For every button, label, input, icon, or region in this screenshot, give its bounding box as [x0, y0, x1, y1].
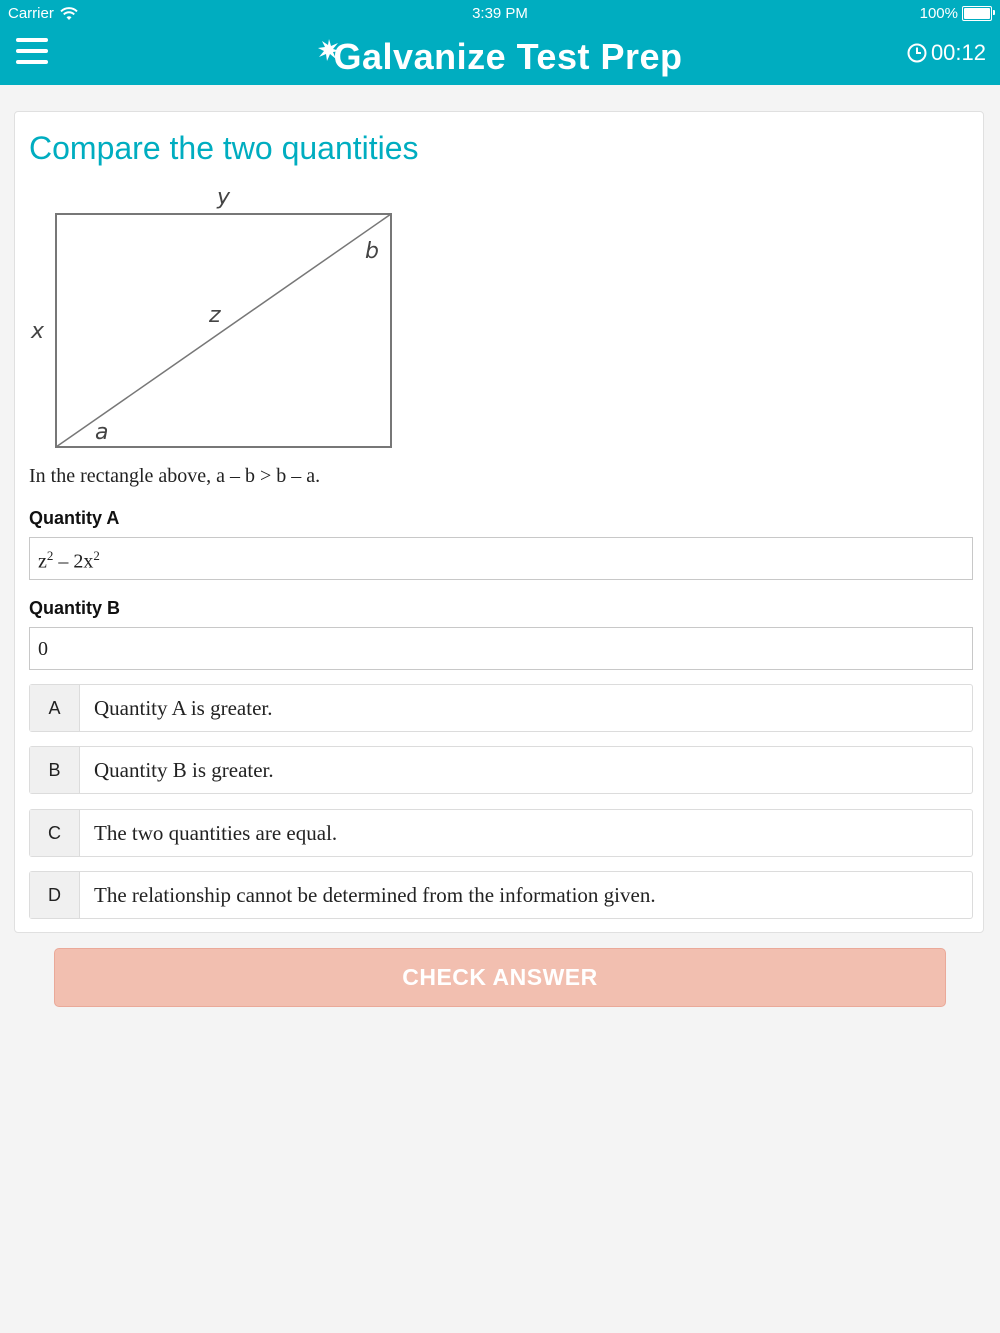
quiz-timer — [907, 40, 986, 66]
quantity-a-term: z — [38, 550, 47, 573]
rectangle-diagram — [25, 182, 395, 452]
label-z: z — [209, 303, 221, 328]
answer-option-a[interactable] — [29, 684, 973, 732]
option-text: Quantity A is greater. — [94, 695, 273, 720]
answer-option-c[interactable] — [29, 809, 973, 857]
question-prompt: In the rectangle above, a – b > b – a. — [29, 465, 321, 487]
quantity-a-rest: – 2x — [53, 550, 94, 573]
label-a: a — [95, 420, 109, 445]
battery-icon — [962, 6, 992, 21]
carrier-label: Carrier — [8, 5, 54, 22]
option-text: Quantity B is greater. — [94, 757, 274, 782]
answer-option-b[interactable] — [29, 746, 973, 794]
quantity-a-exponent-2: 2 — [93, 548, 100, 563]
label-x: x — [31, 319, 45, 344]
status-time: 3:39 PM — [472, 5, 528, 22]
quantity-b-label: Quantity B — [29, 598, 121, 618]
option-letter: D — [30, 872, 80, 918]
rectangle-diagonal — [56, 214, 391, 447]
label-y: y — [217, 185, 231, 210]
app-header — [0, 0, 1000, 85]
option-letter: A — [30, 685, 80, 731]
app-logo — [0, 28, 1000, 78]
option-letter: B — [30, 747, 80, 793]
timer-value: 00:12 — [930, 40, 986, 65]
quantity-b-value: 0 — [38, 638, 48, 660]
quantity-b-box — [29, 627, 973, 670]
option-letter: C — [30, 810, 80, 856]
option-text: The relationship cannot be determined from the information given. — [94, 882, 656, 907]
quantity-a-exponent: 2 — [46, 548, 54, 563]
answer-option-d[interactable] — [29, 871, 973, 919]
battery-percent: 100% — [919, 5, 958, 22]
question-title: Compare the two quantities — [29, 130, 419, 166]
label-b: b — [365, 239, 379, 264]
clock-icon — [907, 43, 927, 63]
brand-name: Galvanize Test Prep — [333, 36, 683, 77]
quantity-a-box — [29, 537, 973, 580]
option-text: The two quantities are equal. — [94, 820, 338, 845]
quantity-a-label: Quantity A — [29, 508, 120, 528]
question-card — [14, 111, 984, 933]
battery-group — [920, 5, 992, 22]
check-answer-button[interactable]: CHECK ANSWER — [54, 948, 946, 1007]
status-bar — [0, 0, 1000, 26]
